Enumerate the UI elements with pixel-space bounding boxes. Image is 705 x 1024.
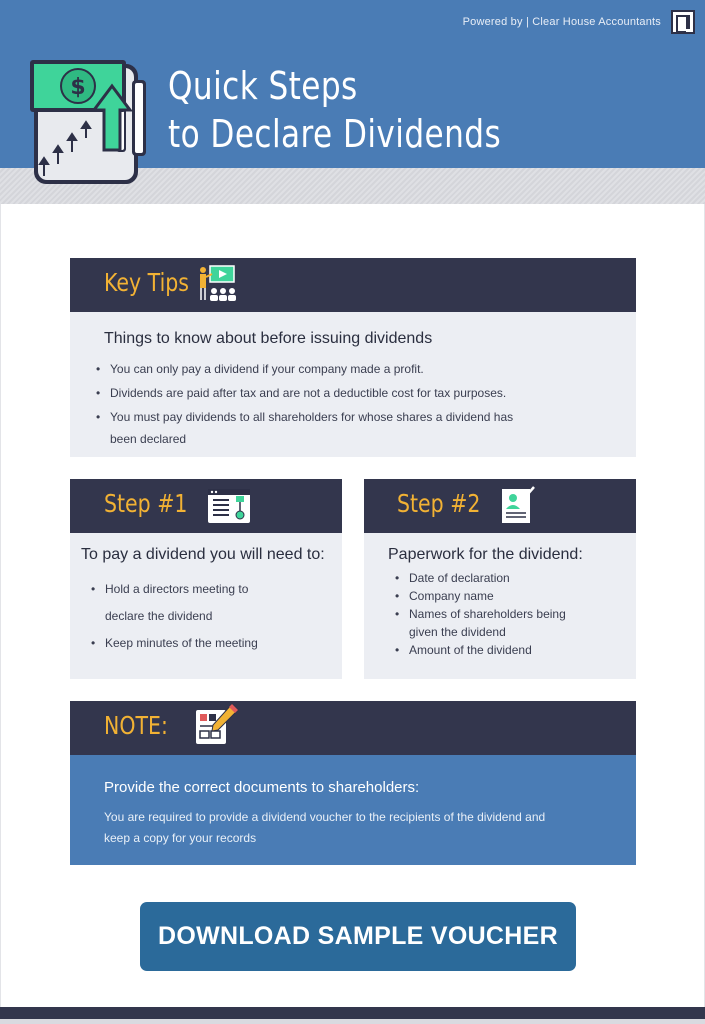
list-item: • Names of shareholders being: [395, 607, 625, 625]
document-profile-icon: [500, 485, 536, 525]
key-tips-title: Key Tips: [104, 268, 189, 297]
download-sample-voucher-button[interactable]: DOWNLOAD SAMPLE VOUCHER: [140, 902, 576, 971]
title-line-1: Quick Steps: [168, 64, 358, 108]
form-pencil-icon: [194, 702, 240, 746]
list-item: • Hold a directors meeting to: [91, 582, 331, 609]
step2-title: Step #2: [397, 489, 481, 518]
flowchart-icon: [207, 488, 251, 524]
step1-title: Step #1: [104, 489, 188, 518]
list-item-continuation: given the dividend: [409, 625, 506, 639]
money-growth-icon: [30, 58, 152, 188]
list-item: • Keep minutes of the meeting: [91, 636, 331, 658]
list-item: • You can only pay a dividend if your company made a profit.: [96, 362, 616, 386]
step2-list: [395, 571, 625, 661]
step2-subheading: Paperwork for the dividend:: [388, 546, 583, 563]
page-edge-left: [0, 204, 1, 1007]
list-item: • Dividends are paid after tax and are not a deductible cost for tax purposes.: [96, 386, 616, 410]
note-subheading: Provide the correct documents to shareholders:: [104, 779, 420, 796]
note-title: NOTE:: [104, 711, 168, 740]
step1-list: [91, 582, 331, 658]
powered-by-text: Powered by | Clear House Accountants: [462, 16, 661, 28]
list-item: • You must pay dividends to all shareholders for whose shares a dividend has: [96, 410, 616, 432]
page-title: [168, 62, 501, 158]
list-item: • Amount of the dividend: [395, 643, 625, 661]
key-tips-list: [96, 362, 616, 454]
key-tips-subheading: Things to know about before issuing dividends: [104, 330, 433, 347]
list-item-continuation: declare the dividend: [105, 609, 213, 623]
presentation-icon: [196, 264, 238, 304]
title-line-2: to Declare Dividends: [168, 112, 502, 156]
footer-line: [0, 1019, 705, 1024]
step1-subheading: To pay a dividend you will need to:: [81, 546, 325, 563]
list-item: • Company name: [395, 589, 625, 607]
note-text-line-2: keep a copy for your records: [104, 831, 257, 845]
list-item: • Date of declaration: [395, 571, 625, 589]
clear-house-logo-icon: [671, 10, 695, 34]
note-text-line-1: You are required to provide a dividend voucher to the recipients of the dividend and: [104, 810, 546, 824]
list-item-continuation: been declared: [110, 432, 187, 446]
svg-text:$: $: [70, 75, 86, 100]
note-text: [104, 807, 604, 849]
